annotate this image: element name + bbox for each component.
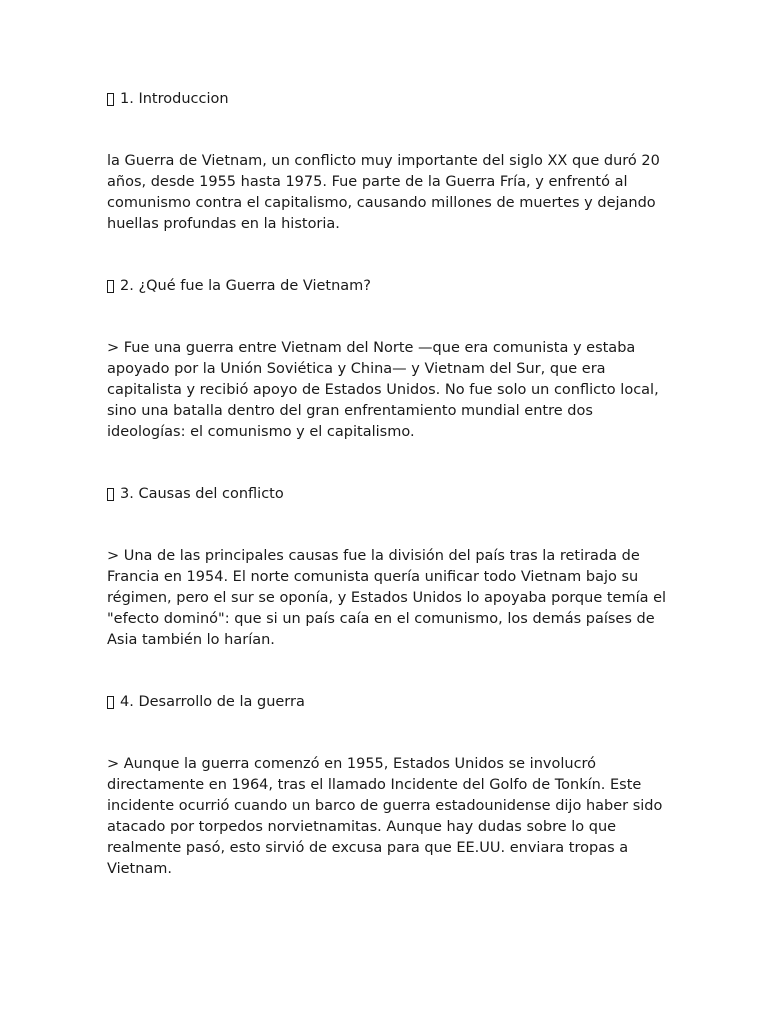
section-heading-introduccion [107, 89, 667, 110]
section-heading-desarrollo [107, 692, 667, 713]
section-heading-causas [107, 484, 667, 505]
missing-glyph-icon [107, 93, 114, 106]
missing-glyph-icon [107, 280, 114, 293]
section-paragraph-desarrollo: > Aunque la guerra comenzó en 1955, Estados Unidos se involucró directamente en 1964, tras el llamado Incidente del Golfo de Tonkín. Este incidente ocurrió cuando un barco de guerra estadounidense dijo haber sido atacado por torpedos norvietnamitas. Aunque hay dudas sobre lo que realmente pasó, esto sirvió de excusa para que EE.UU. enviara tropas a Vietnam. [107, 756, 663, 877]
document-page [107, 89, 667, 880]
section-paragraph-introduccion: la Guerra de Vietnam, un conflicto muy importante del siglo XX que duró 20 años, desde 1955 hasta 1975. Fue parte de la Guerra Fría, y enfrentó al comunismo contra el capitalismo, causando millones de muertes y dejando huellas profundas en la historia. [107, 153, 660, 232]
missing-glyph-icon [107, 696, 114, 709]
missing-glyph-icon [107, 488, 114, 501]
section-heading-text: 1. Introduccion [120, 91, 229, 107]
section-heading-text: 3. Causas del conflicto [120, 486, 284, 502]
section-heading-text: 2. ¿Qué fue la Guerra de Vietnam? [120, 278, 371, 294]
section-paragraph-causas: > Una de las principales causas fue la división del país tras la retirada de Francia en 1954. El norte comunista quería unificar todo Vietnam bajo su régimen, pero el sur se oponía, y Estados Unidos lo apoyaba porque temía el "efecto dominó": que si un país caía en el comunismo, los demás países de Asia también lo harían. [107, 548, 667, 648]
section-paragraph-que-fue: > Fue una guerra entre Vietnam del Norte —que era comunista y estaba apoyado por la Unión Soviética y China— y Vietnam del Sur, que era capitalista y recibió apoyo de Estados Unidos. No fue solo un conflicto local, sino una batalla dentro del gran enfrentamiento mundial entre dos ideologías: el comunismo y el capitalismo. [107, 340, 659, 440]
section-heading-que-fue [107, 276, 667, 297]
section-heading-text: 4. Desarrollo de la guerra [120, 694, 305, 710]
